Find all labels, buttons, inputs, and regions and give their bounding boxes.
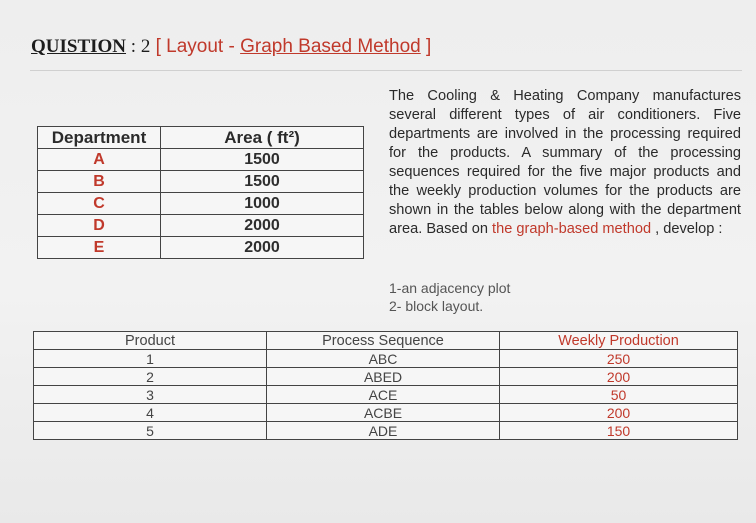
header-weekly-production: Weekly Production bbox=[500, 332, 738, 350]
table-row bbox=[34, 404, 738, 422]
area-cell: 1500 bbox=[161, 149, 364, 171]
table-row bbox=[34, 368, 738, 386]
task-item: 1-an adjacency plot bbox=[389, 280, 511, 296]
header-area: Area ( ft²) bbox=[161, 127, 364, 149]
area-cell: 2000 bbox=[161, 215, 364, 237]
table-row bbox=[38, 171, 364, 193]
table-row bbox=[38, 237, 364, 259]
description-highlight: the graph-based method bbox=[492, 221, 652, 237]
header-product: Product bbox=[34, 332, 267, 350]
product-cell: 4 bbox=[34, 404, 267, 422]
table-row bbox=[34, 422, 738, 440]
product-cell: 3 bbox=[34, 386, 267, 404]
product-table bbox=[33, 331, 738, 440]
area-cell: 1500 bbox=[161, 171, 364, 193]
department-table bbox=[37, 126, 364, 259]
product-cell: 1 bbox=[34, 350, 267, 368]
product-cell: 5 bbox=[34, 422, 267, 440]
volume-cell: 200 bbox=[500, 404, 738, 422]
description-end: , develop : bbox=[651, 221, 723, 237]
question-title bbox=[31, 36, 431, 58]
dept-cell: C bbox=[38, 193, 161, 215]
sequence-cell: ACE bbox=[267, 386, 500, 404]
table-header-row bbox=[38, 127, 364, 149]
dept-cell: B bbox=[38, 171, 161, 193]
header-department: Department bbox=[38, 127, 161, 149]
task-item: 2- block layout. bbox=[389, 298, 484, 314]
header-process-sequence: Process Sequence bbox=[267, 332, 500, 350]
table-row bbox=[38, 215, 364, 237]
area-cell: 1000 bbox=[161, 193, 364, 215]
volume-cell: 150 bbox=[500, 422, 738, 440]
title-divider bbox=[30, 70, 742, 71]
title-dash: - bbox=[223, 36, 241, 57]
dept-cell: A bbox=[38, 149, 161, 171]
table-header-row bbox=[34, 332, 738, 350]
product-cell: 2 bbox=[34, 368, 267, 386]
table-row bbox=[34, 350, 738, 368]
table-row bbox=[38, 149, 364, 171]
area-cell: 2000 bbox=[161, 237, 364, 259]
description-text: The Cooling & Heating Company manufactures several different types of air conditioners. Five departments are involved in the processing required for the products. A summary of the processing sequences required for the five major products and the weekly production volumes for the products are shown in the tables below along with the department area. Based on bbox=[389, 88, 741, 237]
sequence-cell: ABED bbox=[267, 368, 500, 386]
title-method: Graph Based Method bbox=[240, 36, 421, 57]
dept-cell: D bbox=[38, 215, 161, 237]
table-row bbox=[38, 193, 364, 215]
title-layout: Layout bbox=[166, 36, 224, 57]
bracket-open: [ bbox=[150, 36, 167, 57]
sequence-cell: ABC bbox=[267, 350, 500, 368]
question-label: QUISTION bbox=[31, 36, 127, 57]
problem-description bbox=[389, 87, 741, 239]
question-number: 2 bbox=[140, 36, 151, 57]
bracket-close: ] bbox=[420, 36, 432, 57]
table-row bbox=[34, 386, 738, 404]
dept-cell: E bbox=[38, 237, 161, 259]
sequence-cell: ADE bbox=[267, 422, 500, 440]
sequence-cell: ACBE bbox=[267, 404, 500, 422]
volume-cell: 50 bbox=[500, 386, 738, 404]
volume-cell: 200 bbox=[500, 368, 738, 386]
question-separator: : bbox=[126, 36, 141, 57]
task-list bbox=[389, 279, 510, 315]
volume-cell: 250 bbox=[500, 350, 738, 368]
